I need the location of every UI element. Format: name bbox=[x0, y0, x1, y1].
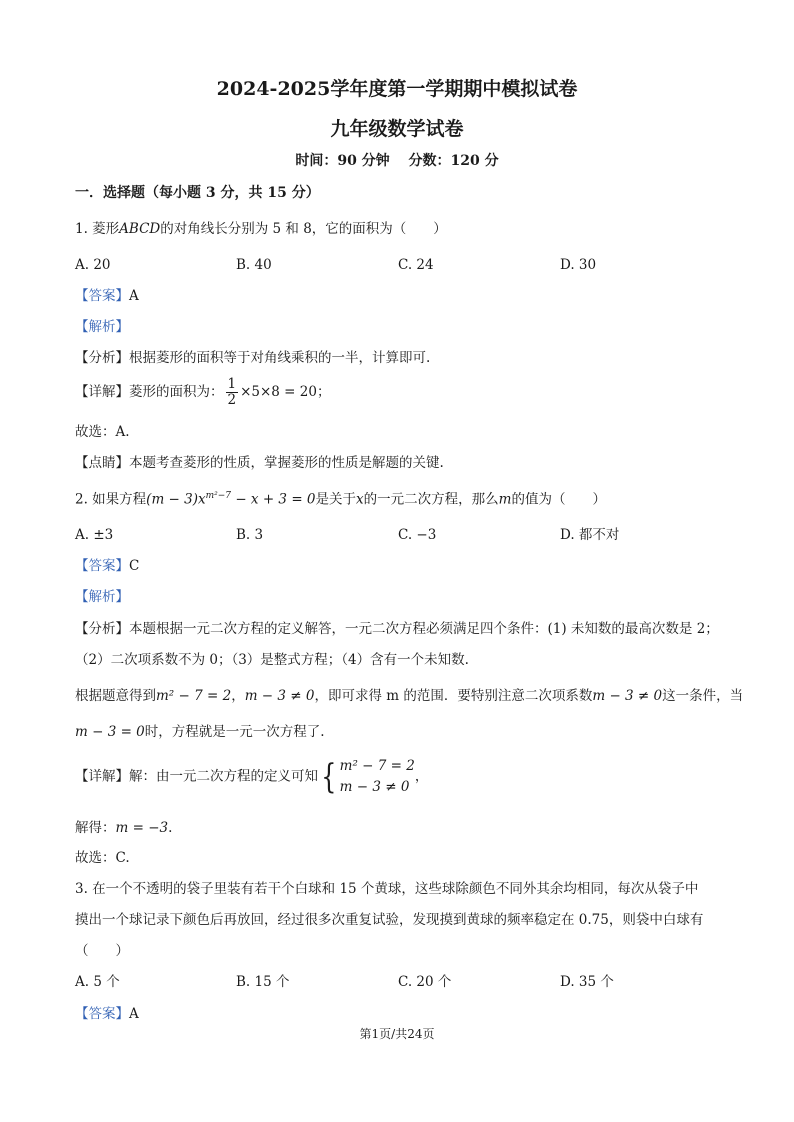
detail-tag: 【详解】 bbox=[75, 384, 129, 400]
question-3-line-3: （ ） bbox=[75, 943, 129, 959]
q3-answer bbox=[75, 1005, 139, 1023]
q2-equation-system bbox=[340, 756, 415, 798]
q3-option-b: B. 15 个 bbox=[236, 974, 290, 990]
q2-analysis-line-3 bbox=[75, 687, 743, 705]
question-3-line-2: 摸出一个球记录下颜色后再放回，经过很多次重复试验，发现摸到黄球的频率稳定在 0.75，则袋中白球有 bbox=[75, 912, 704, 928]
time-score-line: 时间：90 分钟 分数：120 分 bbox=[295, 153, 499, 169]
q1-comment-text: 本题考查菱形的性质，掌握菱形的性质是解题的关键. bbox=[129, 455, 444, 471]
q2-prefix: 2. 如果方程 bbox=[75, 491, 147, 508]
q2-analysis-3d: m − 3 ≠ 0 bbox=[244, 688, 315, 704]
q1-detail-end: ； bbox=[316, 384, 331, 400]
exam-title: 2024-2025学年度第一学期期中模拟试卷 bbox=[216, 78, 578, 100]
q2-analysis-3f: m − 3 ≠ 0 bbox=[592, 688, 663, 704]
q3-option-d: D. 35 个 bbox=[560, 974, 614, 990]
q1-prefix: 1. 菱形 bbox=[75, 221, 120, 237]
q2-solve-math: m = −3 bbox=[115, 820, 169, 836]
q2-option-a: A. ±3 bbox=[75, 527, 114, 543]
q2-equation-b: − x + 3 = 0 bbox=[231, 491, 316, 508]
q2-system-line-1: m² − 7 = 2 bbox=[339, 758, 415, 774]
question-2-stem bbox=[75, 487, 606, 509]
q2-analysis-3e: ，即可求得 m 的范围．要特别注意二次项系数 bbox=[314, 688, 593, 704]
detail-tag: 【详解】 bbox=[75, 768, 129, 785]
brace-symbol: { bbox=[321, 757, 337, 797]
analysis-tag: 【分析】 bbox=[75, 350, 129, 366]
answer-tag: 【答案】 bbox=[75, 288, 129, 304]
q2-analysis-line-1 bbox=[75, 620, 719, 638]
q2-analysis-4a: m − 3 = 0 bbox=[75, 724, 145, 740]
exam-subtitle: 九年级数学试卷 bbox=[330, 118, 464, 140]
q1-answer bbox=[75, 287, 139, 305]
q3-answer-value: A bbox=[129, 1006, 139, 1022]
q2-option-c: C. −3 bbox=[398, 527, 437, 543]
comment-tag: 【点睛】 bbox=[75, 455, 129, 471]
q3-option-c: C. 20 个 bbox=[398, 974, 452, 990]
q1-analysis bbox=[75, 349, 430, 367]
q2-analysis-line-2: （2）二次项系数不为 0；（3）是整式方程；（4）含有一个未知数. bbox=[75, 652, 469, 668]
q1-answer-value: A bbox=[129, 288, 139, 304]
q1-analysis-tag: 【解析】 bbox=[75, 319, 129, 335]
q2-solve-text: 解得： bbox=[75, 820, 116, 836]
q1-fraction-num: 1 bbox=[227, 376, 237, 392]
q1-option-d: D. 30 bbox=[560, 257, 597, 273]
q2-answer-value: C bbox=[129, 558, 140, 574]
q2-answer bbox=[75, 557, 139, 575]
q2-option-d: D. 都不对 bbox=[560, 527, 620, 543]
q2-suffix-2: 的一元二次方程，那么 bbox=[363, 491, 499, 508]
q1-suffix: 的对角线长分别为 5 和 8，它的面积为（ ） bbox=[160, 221, 447, 237]
q3-option-a: A. 5 个 bbox=[75, 974, 120, 990]
question-1-stem bbox=[75, 220, 447, 238]
q2-var-x: x bbox=[356, 491, 364, 508]
q2-solve-end: . bbox=[168, 820, 173, 836]
q1-comment bbox=[75, 454, 444, 472]
q2-analysis-tag: 【解析】 bbox=[75, 589, 129, 605]
q1-detail bbox=[75, 377, 330, 408]
q2-var-m: m bbox=[498, 491, 512, 508]
answer-tag: 【答案】 bbox=[75, 558, 129, 574]
q1-fraction-den: 2 bbox=[227, 392, 237, 408]
q2-detail-text: 解：由一元二次方程的定义可知 bbox=[129, 768, 318, 785]
q1-fraction bbox=[226, 377, 239, 408]
page-footer: 第1页/共24页 bbox=[359, 1027, 435, 1041]
q2-solve bbox=[75, 819, 172, 837]
q2-option-b: B. 3 bbox=[236, 527, 264, 543]
question-3-line-1: 3. 在一个不透明的袋子里装有若干个白球和 15 个黄球，这些球除颜色不同外其余均相同，每次从袋子中 bbox=[75, 881, 699, 897]
q1-option-b: B. 40 bbox=[236, 257, 272, 273]
q1-option-a: A. 20 bbox=[75, 257, 111, 273]
q2-analysis-4b: 时，方程就是一元一次方程了. bbox=[144, 724, 325, 740]
q1-detail-text: 菱形的面积为： bbox=[129, 384, 224, 400]
q2-analysis-text-1: 本题根据一元二次方程的定义解答，一元二次方程必须满足四个条件：(1) 未知数的最高次数是 2； bbox=[129, 621, 719, 637]
q2-analysis-3g: 这一条件，当 bbox=[662, 688, 744, 704]
q2-choose: 故选：C. bbox=[75, 850, 130, 866]
analysis-tag: 【分析】 bbox=[75, 621, 129, 637]
q1-option-c: C. 24 bbox=[398, 257, 434, 273]
q2-analysis-3c: ， bbox=[231, 688, 245, 704]
q2-analysis-line-4 bbox=[75, 723, 325, 741]
q1-math: ABCD bbox=[119, 221, 161, 237]
q2-suffix-3: 的值为（ ） bbox=[511, 491, 606, 508]
answer-tag: 【答案】 bbox=[75, 1006, 129, 1022]
q2-analysis-3a: 根据题意得到 bbox=[75, 688, 156, 704]
q1-choose: 故选：A. bbox=[75, 424, 130, 440]
q2-suffix-1: 是关于 bbox=[315, 491, 357, 508]
section-heading: 一．选择题（每小题 3 分，共 15 分） bbox=[75, 185, 320, 201]
q1-detail-expr: ×5×8 = 20 bbox=[240, 384, 317, 400]
q1-analysis-text: 根据菱形的面积等于对角线乘积的一半，计算即可. bbox=[129, 350, 431, 366]
q2-system-end: ， bbox=[414, 768, 429, 785]
q2-equation-a: (m − 3)x bbox=[146, 491, 206, 508]
q2-detail bbox=[75, 756, 428, 798]
q2-system-line-2: m − 3 ≠ 0 bbox=[339, 779, 410, 795]
q2-analysis-3b: m² − 7 = 2 bbox=[156, 688, 232, 704]
q2-equation-exponent: m²−7 bbox=[205, 491, 232, 501]
